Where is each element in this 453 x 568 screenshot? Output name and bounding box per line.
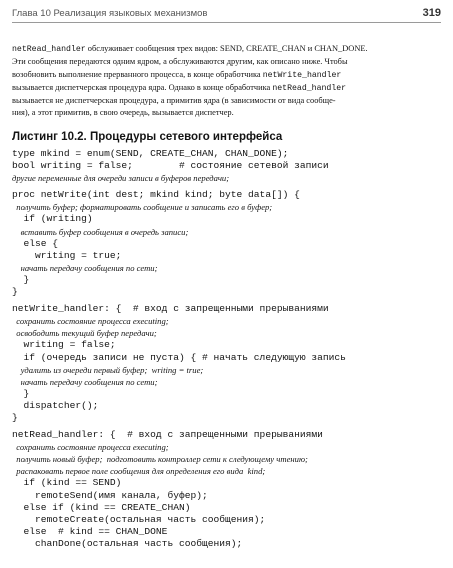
code-line: else if (kind == CREATE_CHAN) (12, 501, 191, 513)
code-line: if (очередь записи не пуста) { # начать следующую запись (12, 351, 346, 363)
intro-line-6: ния), а этот примитив, в свою очередь, вызывается диспетчер. (12, 108, 234, 118)
term-net-handler: netRead_handler (12, 45, 86, 54)
code-comment-line: распаковать первое поле сообщения для определения его вида kind; (12, 466, 266, 477)
code-line: netWrite_handler: { # вход с запрещенными прерываниями (12, 303, 329, 315)
code-comment-line: начать передачу сообщения по сети; (12, 376, 158, 387)
code-line: writing = false; (12, 339, 116, 351)
code-line: writing = true; (12, 249, 122, 261)
code-line: bool writing = false; # состояние сетевой записи (12, 160, 329, 172)
code-comment-line: освободить текущий буфер передачи; (12, 328, 157, 339)
code-comment-line: начать передачу сообщения по сети; (12, 262, 158, 273)
code-line: if (kind == SEND) (12, 477, 122, 489)
code-line: } (12, 286, 18, 298)
code-line: if (writing) (12, 213, 93, 225)
code-comment-line: сохранить состояние процесса executing; (12, 316, 169, 327)
code-comment-line: другие переменные для очереди записи в буферов передачи; (12, 173, 230, 184)
code-comment-line: получить буфер; форматировать сообщение и записать его в буфер; (12, 202, 273, 213)
intro-line-1: netRead_handler обслуживает сообщения трех видов: SEND, CREATE_CHAN и CHAN_DONE. (12, 44, 368, 54)
code-comment-line: получить новый буфер; подготовить контроллер сети к следующему чтению; (12, 454, 308, 465)
code-listing (12, 148, 448, 550)
code-line: } (12, 411, 18, 423)
term-write-handler: netWrite_handler (262, 70, 342, 80)
term-read-handler: netRead_handler (272, 83, 347, 93)
code-line: } (12, 273, 30, 285)
code-line: remoteSend(имя канала, буфер); (12, 489, 208, 501)
code-line: netRead_handler: { # вход с запрещенными прерываниями (12, 429, 323, 441)
intro-paragraph (12, 43, 444, 120)
code-line: else { (12, 237, 59, 249)
code-line: remoteCreate(остальная часть сообщения); (12, 513, 266, 525)
listing-title: Листинг 10.2. Процедуры сетевого интерфейса (12, 131, 283, 143)
code-comment-line: вставить буфер сообщения в очередь записи; (12, 226, 189, 237)
intro-line-3: возобновить выполнение прерванного процесса, в конце обработчика netWrite_handler (12, 69, 342, 80)
code-line: } (12, 387, 30, 399)
code-line: type mkind = enum(SEND, CREATE_CHAN, CHAN_DONE); (12, 148, 289, 159)
chapter-title: Глава 10 Реализация языковых механизмов (12, 8, 208, 19)
code-line: else # kind == CHAN_DONE (12, 525, 168, 537)
page-header (12, 6, 441, 23)
intro-line-2: Эти сообщения передаются одним ядром, а обслуживаются другим, как описано ниже. Чтобы (12, 57, 348, 67)
page-number: 319 (422, 7, 441, 19)
code-line: dispatcher(); (12, 399, 99, 411)
code-comment-line: удалить из очереди первый буфер; writing = true; (12, 364, 204, 375)
intro-line-5: вызывается не диспетчерская процедура, а примитив ядра (в зависимости от вида сообще- (12, 96, 336, 106)
code-line: proc netWrite(int dest; mkind kind; byte data[]) { (12, 189, 300, 201)
code-line: chanDone(остальная часть сообщения); (12, 537, 243, 549)
code-comment-line: сохранить состояние процесса executing; (12, 442, 169, 453)
intro-line-4: вызывается диспетчерская процедура ядра. Однако в конце обработчика netRead_handler (12, 82, 347, 93)
